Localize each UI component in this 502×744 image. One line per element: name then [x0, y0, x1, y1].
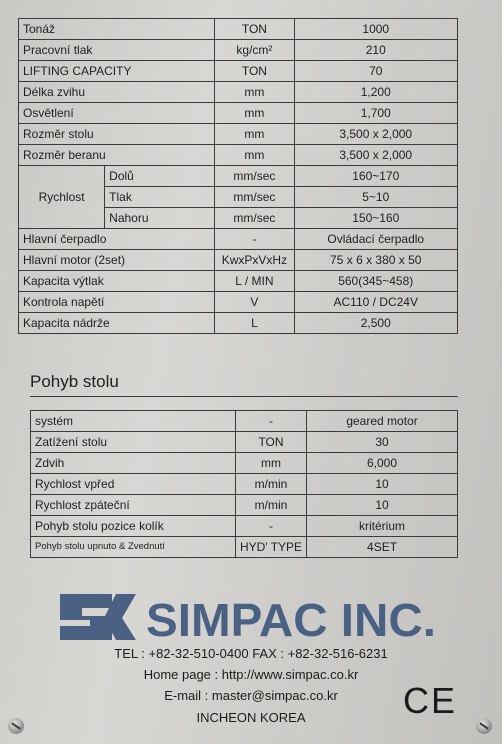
spec-label: Osvětlení: [19, 103, 215, 124]
brand-name: SIMPAC INC.: [146, 594, 436, 644]
spec-unit: mm: [215, 82, 294, 103]
speed-sub-label: Nahoru: [105, 208, 215, 229]
section-divider: [30, 396, 458, 397]
motion-unit: m/min: [235, 474, 306, 495]
table-row: [19, 82, 458, 103]
spec-unit: mm/sec: [215, 187, 294, 208]
spec-unit: mm/sec: [215, 208, 294, 229]
motion-unit: -: [235, 411, 306, 432]
motion-label: Pohyb stolu pozice kolík: [31, 516, 236, 537]
spec-label: Hlavní čerpadlo: [19, 229, 215, 250]
table-row: [31, 495, 458, 516]
spec-unit: mm: [215, 124, 294, 145]
motion-label: Rychlost zpáteční: [31, 495, 236, 516]
spec-value: 1000: [294, 19, 458, 40]
spec-value: 160~170: [294, 166, 458, 187]
motion-unit: HYD' TYPE: [235, 537, 306, 558]
spec-value: 1,700: [294, 103, 458, 124]
spec-label: Rozměr stolu: [19, 124, 215, 145]
spec-value: 75 x 6 x 380 x 50: [294, 250, 458, 271]
spec-label: Rozměr beranu: [19, 145, 215, 166]
svg-text:CE: CE: [402, 680, 458, 718]
table-row: [19, 229, 458, 250]
motion-value: geared motor: [307, 411, 458, 432]
spec-unit: L / MIN: [215, 271, 294, 292]
contact-homepage: Home page : http://www.simpac.co.kr: [143, 667, 359, 682]
spec-unit: -: [215, 229, 294, 250]
spec-unit: KwxPxVxHz: [215, 250, 294, 271]
spec-unit: mm: [215, 145, 294, 166]
speed-sub-label: Dolů: [105, 166, 215, 187]
table-row: [19, 145, 458, 166]
table-row: [31, 537, 458, 558]
speed-group-label: Rychlost: [19, 166, 105, 229]
speed-sub-label: Tlak: [105, 187, 215, 208]
table-row: [19, 103, 458, 124]
simpac-logo: [60, 590, 440, 644]
spec-value: 150~160: [294, 208, 458, 229]
table-row: [31, 432, 458, 453]
motion-value: 10: [307, 495, 458, 516]
table-row: [19, 292, 458, 313]
motion-value: 4SET: [307, 537, 458, 558]
ce-mark-icon: [402, 680, 458, 718]
table-row: [19, 271, 458, 292]
spec-value: 3,500 x 2,000: [294, 145, 458, 166]
motion-label: systém: [31, 411, 236, 432]
table-row: [19, 313, 458, 334]
screw-icon: [8, 718, 24, 734]
table-row: [31, 516, 458, 537]
spec-value: Ovládací čerpadlo: [294, 229, 458, 250]
spec-unit: L: [215, 313, 294, 334]
spec-unit: TON: [215, 19, 294, 40]
spec-unit: kg/cm²: [215, 40, 294, 61]
spec-label: Kapacita výtlak: [19, 271, 215, 292]
table-row: [31, 453, 458, 474]
motion-value: kritérium: [307, 516, 458, 537]
spec-unit: TON: [215, 61, 294, 82]
table-row: [19, 124, 458, 145]
motion-unit: TON: [235, 432, 306, 453]
motion-label: Pohyb stolu upnuto & Zvednutí: [31, 537, 236, 558]
spec-table: [18, 18, 458, 334]
table-row: [19, 19, 458, 40]
contact-tel-fax: TEL : +82-32-510-0400 FAX : +82-32-516-6231: [114, 646, 388, 661]
motion-label: Zdvih: [31, 453, 236, 474]
motion-value: 30: [307, 432, 458, 453]
motion-value: 6,000: [307, 453, 458, 474]
spec-label: Kontrola napětí: [19, 292, 215, 313]
motion-table: [30, 410, 458, 558]
spec-value: AC110 / DC24V: [294, 292, 458, 313]
contact-email: E-mail : master@simpac.co.kr: [164, 688, 338, 703]
spec-label: Pracovní tlak: [19, 40, 215, 61]
table-row: [19, 250, 458, 271]
spec-unit: mm: [215, 103, 294, 124]
motion-label: Rychlost vpřed: [31, 474, 236, 495]
spec-label: Délka zvihu: [19, 82, 215, 103]
spec-label: Tonáž: [19, 19, 215, 40]
spec-value: 3,500 x 2,000: [294, 124, 458, 145]
spec-label: LIFTING CAPACITY: [19, 61, 215, 82]
spec-value: 70: [294, 61, 458, 82]
table-row: [31, 411, 458, 432]
table-row: [19, 61, 458, 82]
spec-value: 560(345~458): [294, 271, 458, 292]
motion-label: Zatížení stolu: [31, 432, 236, 453]
motion-value: 10: [307, 474, 458, 495]
spec-value: 2,500: [294, 313, 458, 334]
table-row: [19, 40, 458, 61]
logo-mark-icon: [60, 594, 136, 640]
table-row: [31, 474, 458, 495]
spec-value: 5~10: [294, 187, 458, 208]
spec-value: 1,200: [294, 82, 458, 103]
table-row: [19, 166, 458, 187]
motion-unit: mm: [235, 453, 306, 474]
spec-value: 210: [294, 40, 458, 61]
contact-location: INCHEON KOREA: [196, 710, 306, 725]
section-title-table-motion: Pohyb stolu: [30, 372, 119, 391]
spec-unit: mm/sec: [215, 166, 294, 187]
spec-unit: V: [215, 292, 294, 313]
motion-unit: m/min: [235, 495, 306, 516]
spec-label: Hlavní motor (2set): [19, 250, 215, 271]
screw-icon: [476, 718, 492, 734]
spec-label: Kapacita nádrže: [19, 313, 215, 334]
motion-unit: -: [235, 516, 306, 537]
